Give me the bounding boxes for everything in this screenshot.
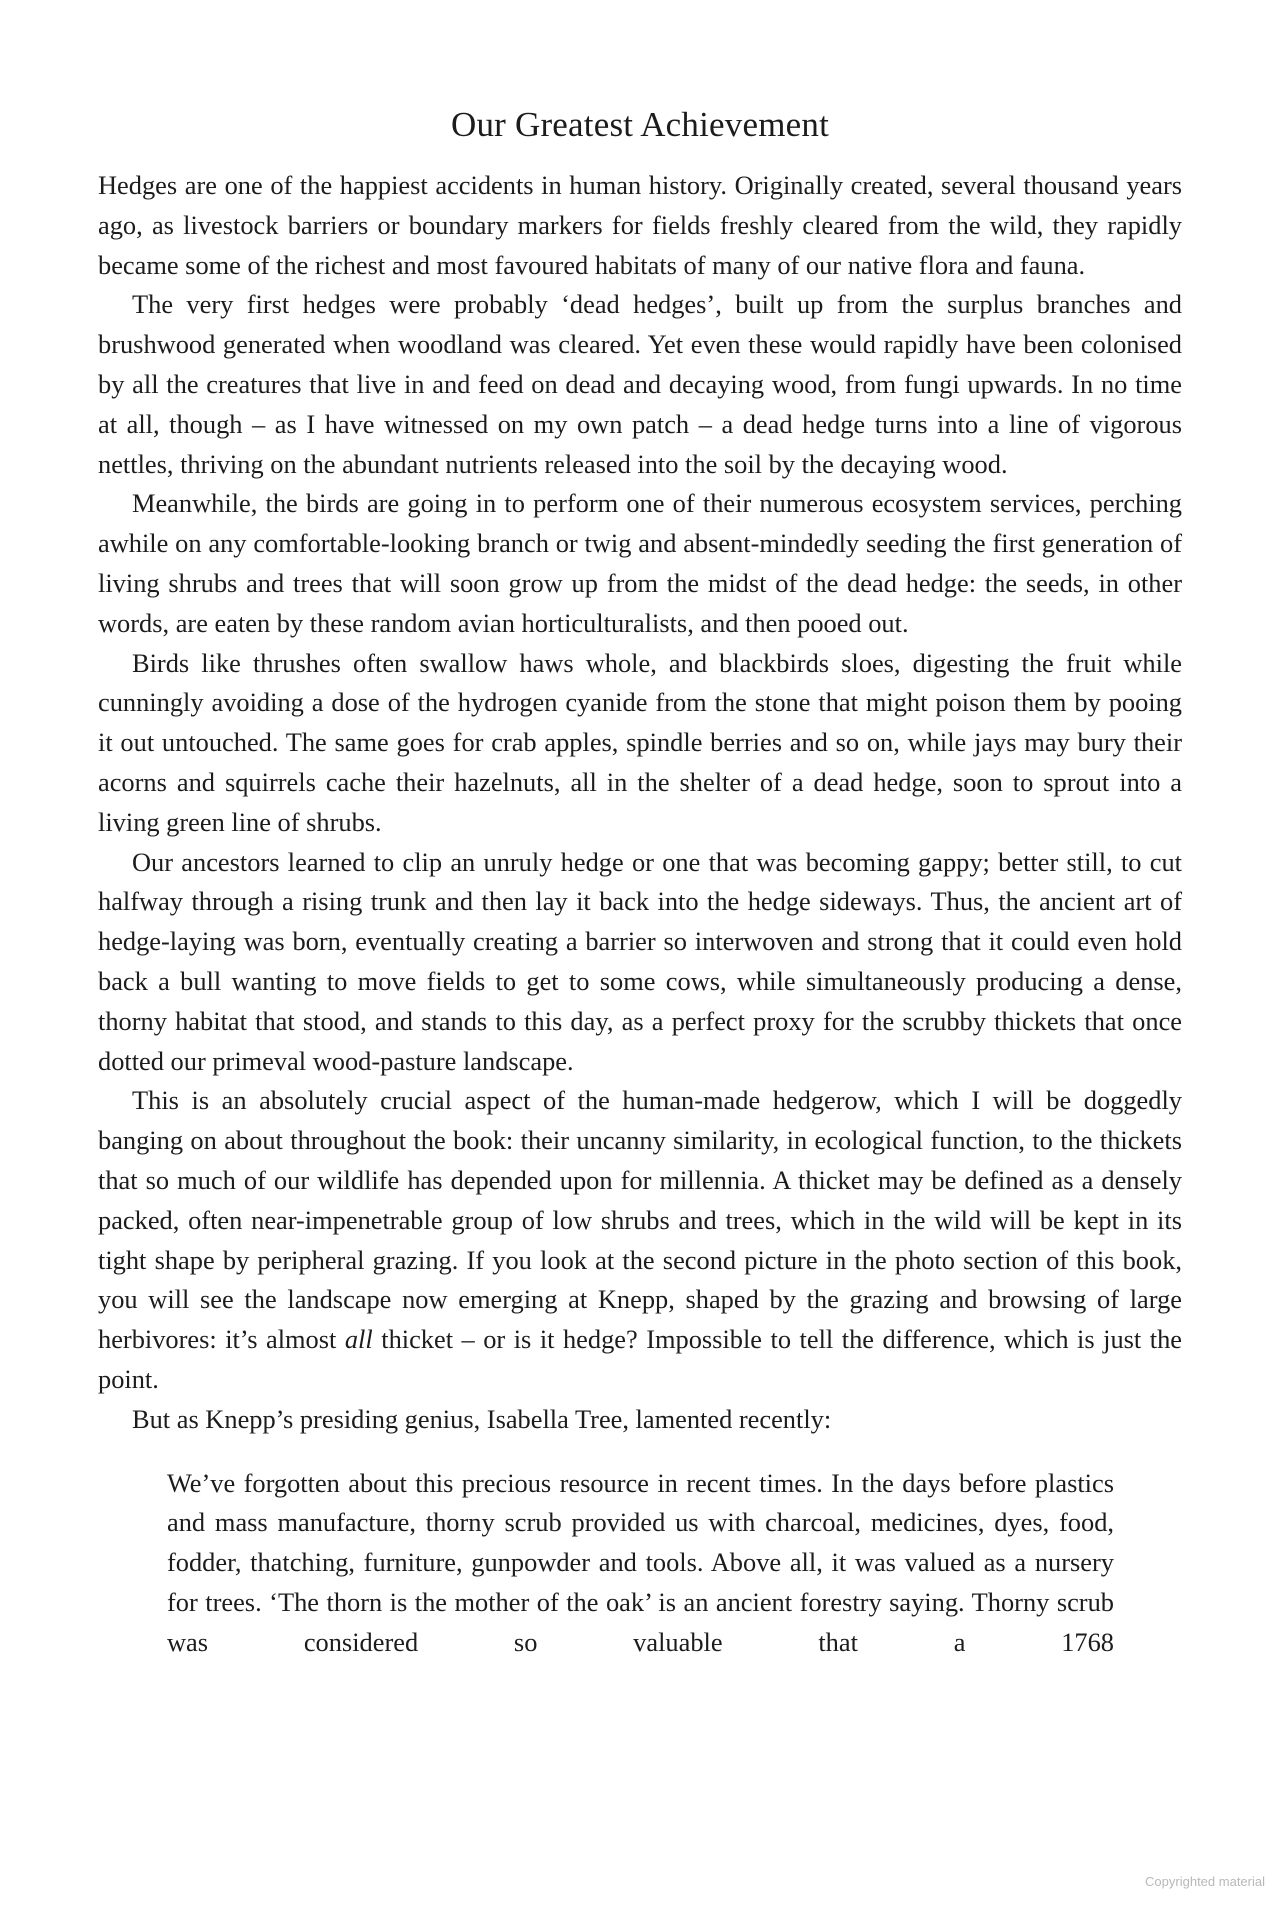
block-quote-text: We’ve forgotten about this precious resource in recent times. In the days before plastics and mass manufacture, thorny scrub provided us with charcoal, medicines, dyes, food, fodder, thatching, furniture, gunpowder and tools. Above all, it was valued as a nursery for trees. ‘The thorn is the mother of the oak’ is an ancient forestry saying. Thorny scrub was considered so valuable that a 1768 xyxy=(167,1467,1114,1657)
paragraph-hedges-intro: Hedges are one of the happiest accidents in human history. Originally created, several thousand years ago, as livestock barriers or boundary markers for fields freshly cleared from the wild, they rapidly became some of the richest and most favoured habitats of many of our native flora and fauna. xyxy=(98,170,1182,280)
emphasis-all: all xyxy=(344,1324,373,1355)
chapter-body xyxy=(98,166,1182,1662)
copyright-watermark: Copyrighted material xyxy=(1145,1874,1265,1889)
paragraph-dead-hedges: The very first hedges were probably ‘dead hedges’, built up from the surplus branches and brushwood generated when woodland was cleared. Yet even these would rapidly have been colonised by all the creatures that live in and feed on dead and decaying wood, from fungi upwards. In no time at all, though – as I have witnessed on my own patch – a dead hedge turns into a line of vigorous nettles, thriving on the abundant nutrients released into the soil by the decaying wood. xyxy=(98,289,1182,479)
chapter-title: Our Greatest Achievement xyxy=(451,105,829,144)
block-quote xyxy=(98,1464,1182,1663)
thicket-text-start: This is an absolutely crucial aspect of the human-made hedgerow, which I will be doggedly banging on about throughout the book: their uncanny similarity, in ecological function, to the thickets that so much of our wildlife has depended upon for millennia. A thicket may be defined as a densely packed, often near-impenetrable group of low shrubs and trees, which in the wild will be kept in its tight shape by peripheral grazing. If you look at the second picture in the photo section of this book, you will see the landscape now emerging at Knepp, shaped by the grazing and browsing of large herbivores: it’s almost xyxy=(98,1085,1182,1355)
paragraph-thrushes: Birds like thrushes often swallow haws whole, and blackbirds sloes, digesting the fruit while cunningly avoiding a dose of the hydrogen cyanide from the stone that might poison them by pooing it out untouched. The same goes for crab apples, spindle berries and so on, while jays may bury their acorns and squirrels cache their hazelnuts, all in the shelter of a dead hedge, soon to sprout into a living green line of shrubs. xyxy=(98,647,1182,837)
paragraph-hedge-laying: Our ancestors learned to clip an unruly hedge or one that was becoming gappy; better still, to cut halfway through a rising trunk and then lay it back into the hedge sideways. Thus, the ancient art of hedge-laying was born, eventually creating a barrier so interwoven and strong that it could even hold back a bull wanting to move fields to get to some cows, while simultaneously producing a dense, thorny habitat that stood, and stands to this day, as a perfect proxy for the scrubby thickets that once dotted our primeval wood-pasture landscape. xyxy=(98,846,1182,1076)
paragraph-thickets xyxy=(98,1081,1182,1399)
paragraph-quote-intro: But as Knepp’s presiding genius, Isabella Tree, lamented recently: xyxy=(132,1403,832,1434)
thicket-text-end: thicket – or is it hedge? Impossible to tell the difference, which is just the point. xyxy=(98,1324,1183,1394)
paragraph-birds-seeding: Meanwhile, the birds are going in to perform one of their numerous ecosystem services, perching awhile on any comfortable-looking branch or twig and absent-mindedly seeding the first generation of living shrubs and trees that will soon grow up from the midst of the dead hedge: the seeds, in other words, are eaten by these random avian horticulturalists, and then pooed out. xyxy=(98,488,1182,638)
